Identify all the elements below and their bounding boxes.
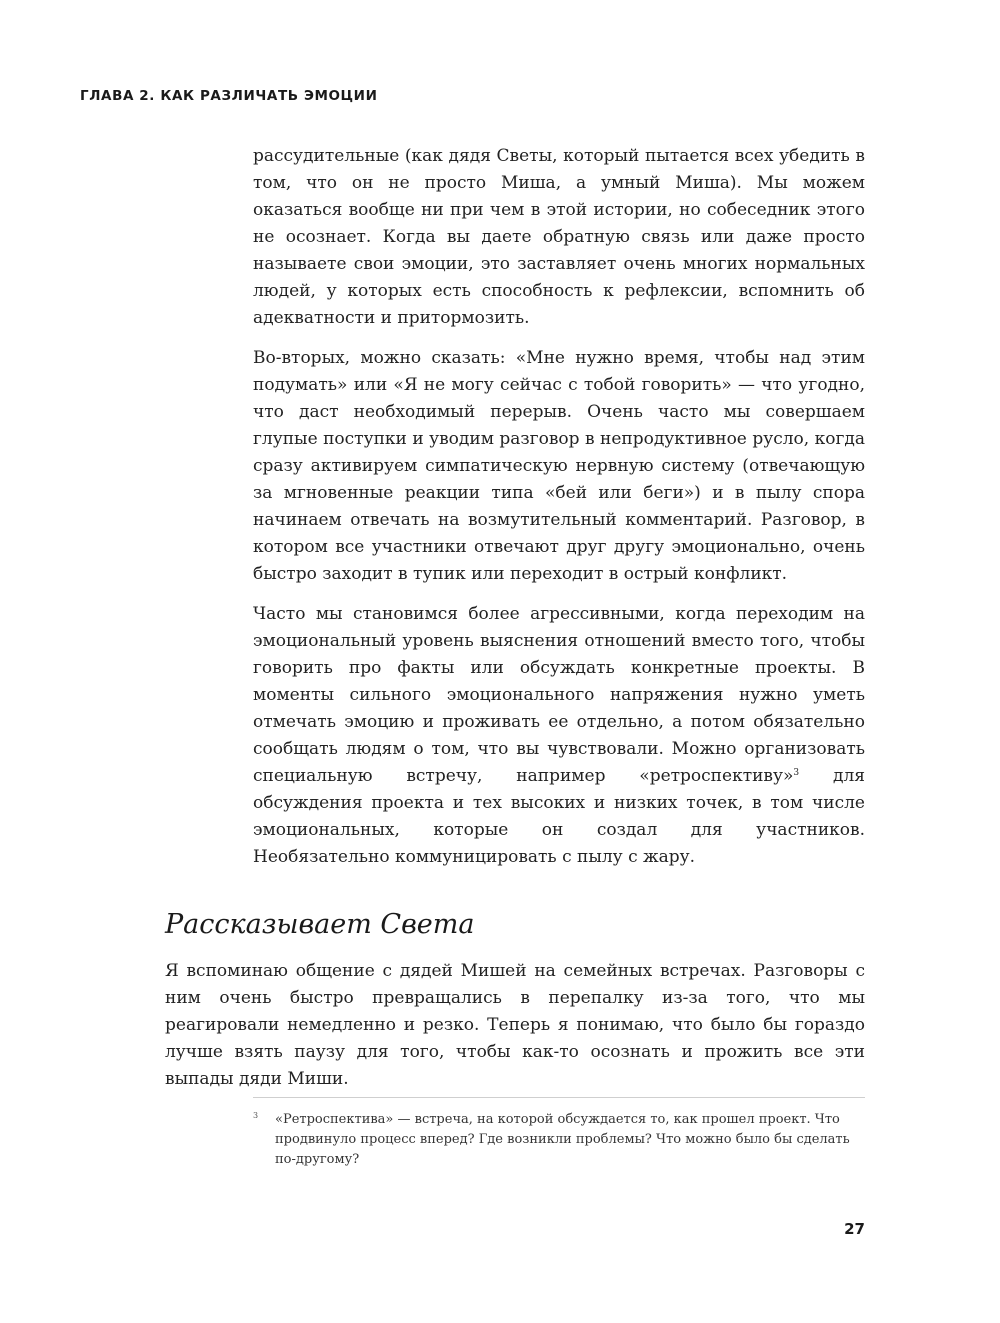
paragraph-2: Во-вторых, можно сказать: «Мне нужно время, чтобы над этим подумать» или «Я не могу сейчас с тобой говорить» — что угодно, что даст необходимый перерыв. Очень часто мы совершаем глупые поступки и уводим разговор в непродуктивное русло, когда сразу активируем симпатическую нервную систему (отвечающую за мгновенные реакции типа «бей или беги») и в пылу спора начинаем отвечать на возмутительный комментарий. Разговор, в котором все участники отвечают друг другу эмоционально, очень быстро заходит в тупик или переходит в острый конфликт. bbox=[253, 348, 865, 584]
paragraph-1: рассудительные (как дядя Светы, который пытается всех убедить в том, что он не просто Миша, а умный Миша). Мы можем оказаться вообще ни при чем в этой истории, но собеседник этого не осознает. Когда вы даете обратную связь или даже просто называете свои эмоции, это заставляет очень многих нормальных людей, у которых есть способность к рефлексии, вспомнить об адекватности и притормозить. bbox=[253, 146, 865, 328]
footnote-reference[interactable]: 3 bbox=[793, 768, 800, 778]
page-number: 27 bbox=[844, 1220, 865, 1238]
footnote-divider bbox=[253, 1097, 865, 1098]
footnote bbox=[253, 1110, 853, 1170]
paragraph-3-part-1: Часто мы становимся более агрессивными, когда переходим на эмоциональный уровень выяснения отношений вместо того, чтобы говорить про факты или обсуждать конкретные проекты. В моменты сильного эмоционального напряжения нужно уметь отмечать эмоцию и проживать ее отдельно, а потом обязательно сообщать людям о том, что вы чувствовали. Можно организовать специальную встречу, например «ретроспективу» bbox=[253, 604, 865, 786]
paragraph-3-part-2: для обсуждения проекта и тех высоких и низких точек, в том числе эмоциональных, которые он создал для участников. Необязательно коммуницировать с пылу с жару. bbox=[253, 766, 865, 867]
section-heading: Рассказывает Света bbox=[165, 909, 475, 940]
running-head: ГЛАВА 2. КАК РАЗЛИЧАТЬ ЭМОЦИИ bbox=[80, 88, 378, 104]
section-text: Я вспоминаю общение с дядей Мишей на семейных встречах. Разговоры с ним очень быстро превращались в перепалку из-за того, что мы реагировали немедленно и резко. Теперь я понимаю, что было бы гораздо лучше взять паузу для того, чтобы как-то осознать и прожить все эти выпады дяди Миши. bbox=[165, 961, 865, 1089]
main-text bbox=[253, 143, 865, 884]
footnote-text: «Ретроспектива» — встреча, на которой обсуждается то, как прошел проект. Что продвинуло процесс вперед? Где возникли проблемы? Что можно было бы сделать по-другому? bbox=[275, 1112, 850, 1167]
paragraph-3 bbox=[253, 601, 865, 871]
footnote-number: 3 bbox=[253, 1111, 259, 1120]
